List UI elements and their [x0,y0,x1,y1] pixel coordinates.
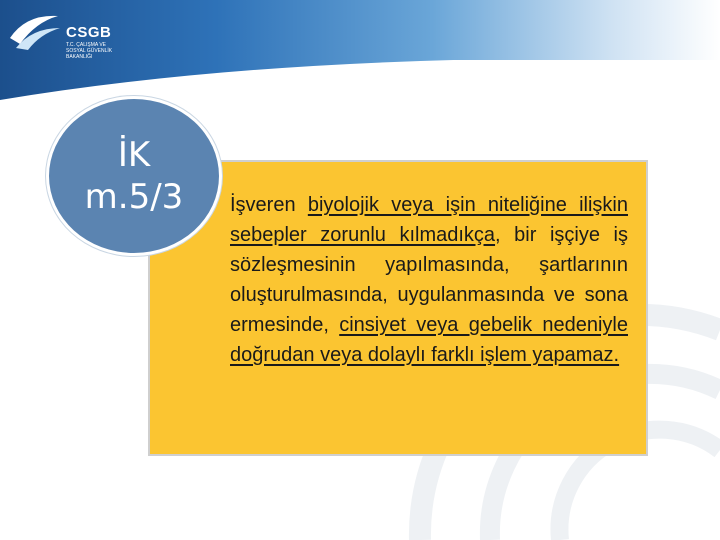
logo-subtitle: T.C. ÇALIŞMA VE SOSYAL GÜVENLİK BAKANLIĞI [66,42,113,60]
badge-line1: İK [117,135,151,175]
badge-line2: m.5/3 [84,177,184,217]
logo-text: CSGB [66,24,112,41]
text-segment-underlined: biyolojik veya işin niteliğine ilişkin sebepler zorunlu kılmadıkça [230,194,628,246]
text-segment-underlined: cinsiyet veya gebelik nedeniyle doğrudan veya dolaylı farklı işlem yapamaz. [230,314,628,366]
text-segment: , bir işçiye iş sözleşmesinin yapılmasında, şartlarının oluşturulmasında, uygulanmasında ve sona ermesinde, [230,224,628,336]
article-badge [46,96,222,256]
text-segment: İşveren [230,194,308,216]
law-text [230,190,628,370]
text-panel [148,160,648,456]
ministry-logo-icon [6,8,62,52]
